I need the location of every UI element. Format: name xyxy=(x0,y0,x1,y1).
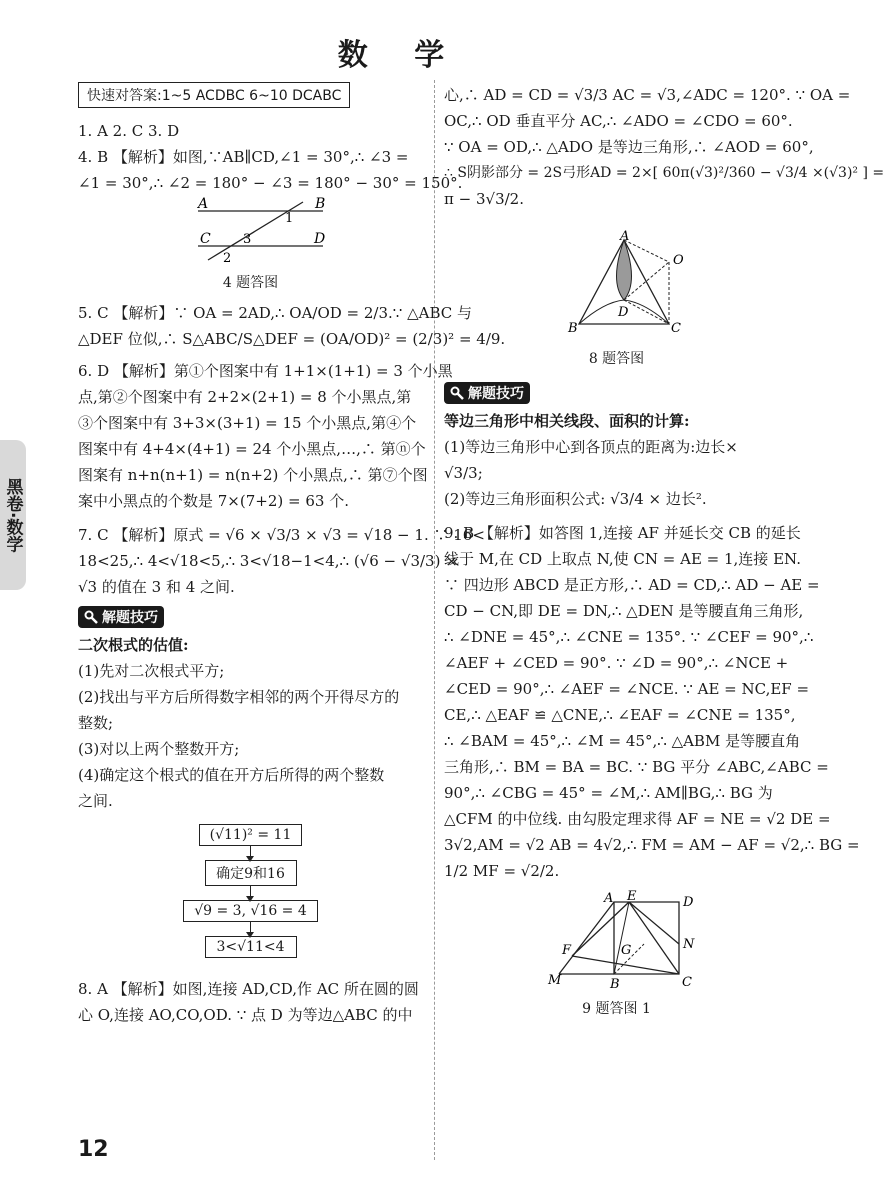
fig9-label-n: N xyxy=(683,937,695,952)
tip-2-line-1: (1)等边三角形中心到各顶点的距离为:边长× xyxy=(444,438,738,456)
answer-6-line-3: ③个图案中有 3+3×(3+1) = 15 个小黑点,第④个 xyxy=(78,414,417,432)
figure-9-caption: 9 题答图 1 xyxy=(582,1001,651,1017)
answer-9-line: 3√2,AM = √2 AB = 4√2,∴ FM = AM − AF = √2,∴ BG = xyxy=(444,836,860,854)
answer-9-line: ∴ ∠BAM = 45°,∴ ∠M = 45°,∴ △ABM 是等腰直角 xyxy=(444,732,801,750)
figure-4-caption: 4 题答图 xyxy=(222,275,279,291)
answer-4-line-1: 4. B 【解析】如图,∵AB∥CD,∠1 = 30°,∴ ∠3 = xyxy=(78,148,409,166)
answer-9-line: 线于 M,在 CD 上取点 N,使 CN = AE = 1,连接 EN. xyxy=(444,550,801,568)
answer-9-line: 1/2 MF = √2/2. xyxy=(444,862,560,880)
answer-6-line-4: 图案中有 4+4×(4+1) = 24 个小黑点,…,∴ 第ⓝ个 xyxy=(78,440,426,458)
answer-9-line: ∵ 四边形 ABCD 是正方形,∴ AD = CD,∴ AD − AE = xyxy=(444,576,820,594)
page-number: 12 xyxy=(78,1137,109,1162)
fig4-label-b: B xyxy=(315,196,326,212)
tip-2-line-2: √3/3; xyxy=(444,464,483,482)
answer-7-line-3: √3 的值在 3 和 4 之间. xyxy=(78,578,235,596)
flow-step-2: 确定9和16 xyxy=(205,860,297,886)
fig9-label-g: G xyxy=(621,943,632,958)
answer-6-line-6: 案中小黑点的个数是 7×(7+2) = 63 个. xyxy=(78,492,349,510)
answer-8-line-5: ∵ OA = OD,∴ △ADO 是等边三角形,∴ ∠AOD = 60°, xyxy=(444,138,814,156)
fig8-label-a: A xyxy=(620,229,630,244)
tip-1-item: (3)对以上两个整数开方; xyxy=(78,740,240,758)
fig4-label-d: D xyxy=(314,231,326,247)
answer-7-line-2: 18<25,∴ 4<√18<5,∴ 3<√18−1<4,∴ (√6 − √3/3) × xyxy=(78,552,458,570)
fig4-label-a: A xyxy=(198,196,209,212)
fig9-label-f: F xyxy=(562,943,572,958)
side-tab-label: 黑卷·数学 xyxy=(2,477,23,553)
fig8-label-d: D xyxy=(618,305,629,320)
wrench-icon xyxy=(84,610,98,624)
answer-5-line-1: 5. C 【解析】∵ OA = 2AD,∴ OA/OD = 2/3.∵ △ABC 与 xyxy=(78,304,473,322)
answer-9-line: 9. B 【解析】如答图 1,连接 AF 并延长交 CB 的延长 xyxy=(444,524,801,542)
flow-arrow xyxy=(250,922,251,936)
answer-1-3: 1. A 2. C 3. D xyxy=(78,122,180,140)
answer-9-line: CD − CN,即 DE = DN,∴ △DEN 是等腰直角三角形, xyxy=(444,602,804,620)
right-column xyxy=(444,82,884,1026)
tip-1-item: 整数; xyxy=(78,714,114,732)
answer-6-line-5: 图案有 n+n(n+1) = n(n+2) 个小黑点,∴ 第⑦个图 xyxy=(78,466,428,484)
fig9-label-c: C xyxy=(682,975,692,990)
tip-1-item: (2)找出与平方后所得数字相邻的两个开得尽方的 xyxy=(78,688,400,706)
tip-1-title: 二次根式的估值: xyxy=(78,636,189,654)
flow-step-3: √9 = 3, √16 = 4 xyxy=(183,900,318,922)
tip-2-line-3: (2)等边三角形面积公式: √3/4 × 边长². xyxy=(444,490,707,508)
answer-8-line-7: π − 3√3/2. xyxy=(444,190,524,208)
answer-8-line-3: 心,∴ AD = CD = √3/3 AC = √3,∠ADC = 120°. ∵ OA = xyxy=(444,86,851,104)
fig9-label-e: E xyxy=(627,889,637,904)
page-title: 数 学 xyxy=(337,38,463,73)
answer-8-line-1: 8. A 【解析】如图,连接 AD,CD,作 AC 所在圆的圆 xyxy=(78,980,419,998)
answer-9-line: 三角形,∴ BM = BA = BC. ∵ BG 平分 ∠ABC,∠ABC = xyxy=(444,758,829,776)
figure-4 xyxy=(78,196,423,266)
flow-step-4: 3<√11<4 xyxy=(205,936,297,958)
column-divider xyxy=(434,80,436,1160)
tip-1-item: 之间. xyxy=(78,792,113,810)
answer-9-line: ∠AEF + ∠CED = 90°. ∵ ∠D = 90°,∴ ∠NCE + xyxy=(444,654,789,672)
fig8-label-b: B xyxy=(568,321,578,336)
figure-8-caption: 8 题答图 xyxy=(588,351,645,367)
quick-answers-box: 快速对答案:1~5 ACDBC 6~10 DCABC xyxy=(78,82,350,108)
fig9-label-b: B xyxy=(610,977,620,992)
answer-9-line: ∠CED = 90°,∴ ∠AEF = ∠NCE. ∵ AE = NC,EF = xyxy=(444,680,810,698)
answer-9-line: 90°,∴ ∠CBG = 45° = ∠M,∴ AM∥BG,∴ BG 为 xyxy=(444,784,773,802)
fig8-label-c: C xyxy=(671,321,681,336)
flow-arrow xyxy=(250,846,251,860)
fig9-label-a: A xyxy=(604,891,614,906)
answer-9-line: △CFM 的中位线. 由勾股定理求得 AF = NE = √2 DE = xyxy=(444,810,831,828)
fig4-label-3: 3 xyxy=(243,232,252,247)
answer-4-line-2: ∠1 = 30°,∴ ∠2 = 180° − ∠3 = 180° − 30° = 150°. xyxy=(78,174,463,192)
wrench-icon xyxy=(450,386,464,400)
tip-badge xyxy=(78,606,164,628)
answer-8-line-6: ∴ S阴影部分 = 2S弓形AD = 2×[ 60π(√3)²/360 − √3/4 ×(√3)² ] = xyxy=(444,165,884,181)
flow-step-1: (√11)² = 11 xyxy=(199,824,303,846)
figure-8 xyxy=(444,229,789,342)
answer-5-line-2: △DEF 位似,∴ S△ABC/S△DEF = (OA/OD)² = (2/3)² = 4/9. xyxy=(78,330,506,348)
side-tab xyxy=(0,440,26,590)
tip-badge-label: 解题技巧 xyxy=(102,610,158,626)
answer-8-line-2: 心 O,连接 AO,CO,OD. ∵ 点 D 为等边△ABC 的中 xyxy=(78,1006,413,1024)
answer-7-line-1: 7. C 【解析】原式 = √6 × √3/3 × √3 = √18 − 1. ∵ 16< xyxy=(78,526,485,544)
flowchart xyxy=(78,824,423,958)
fig8-label-o: O xyxy=(673,253,684,268)
tip-1-item: (1)先对二次根式平方; xyxy=(78,662,225,680)
flow-arrow xyxy=(250,886,251,900)
answer-6-line-2: 点,第②个图案中有 2+2×(2+1) = 8 个小黑点,第 xyxy=(78,388,412,406)
fig4-label-2: 2 xyxy=(223,251,232,266)
tip-badge xyxy=(444,382,530,404)
tip-2-title: 等边三角形中相关线段、面积的计算: xyxy=(444,412,690,430)
tip-1-item: (4)确定这个根式的值在开方后所得的两个整数 xyxy=(78,766,385,784)
fig9-label-d: D xyxy=(683,895,694,910)
tip-badge-label: 解题技巧 xyxy=(468,386,524,402)
answer-6-line-1: 6. D 【解析】第①个图案中有 1+1×(1+1) = 3 个小黑 xyxy=(78,362,453,380)
answer-8-line-4: OC,∴ OD 垂直平分 AC,∴ ∠ADO = ∠CDO = 60°. xyxy=(444,112,793,130)
answer-9-line: ∴ ∠DNE = 45°,∴ ∠CNE = 135°. ∵ ∠CEF = 90°,∴ xyxy=(444,628,814,646)
fig4-label-c: C xyxy=(200,231,211,247)
fig9-label-m: M xyxy=(548,973,562,988)
figure-9 xyxy=(444,889,789,992)
fig4-label-1: 1 xyxy=(285,211,294,226)
answer-9-line: CE,∴ △EAF ≌ △CNE,∴ ∠EAF = ∠CNE = 135°, xyxy=(444,706,796,724)
